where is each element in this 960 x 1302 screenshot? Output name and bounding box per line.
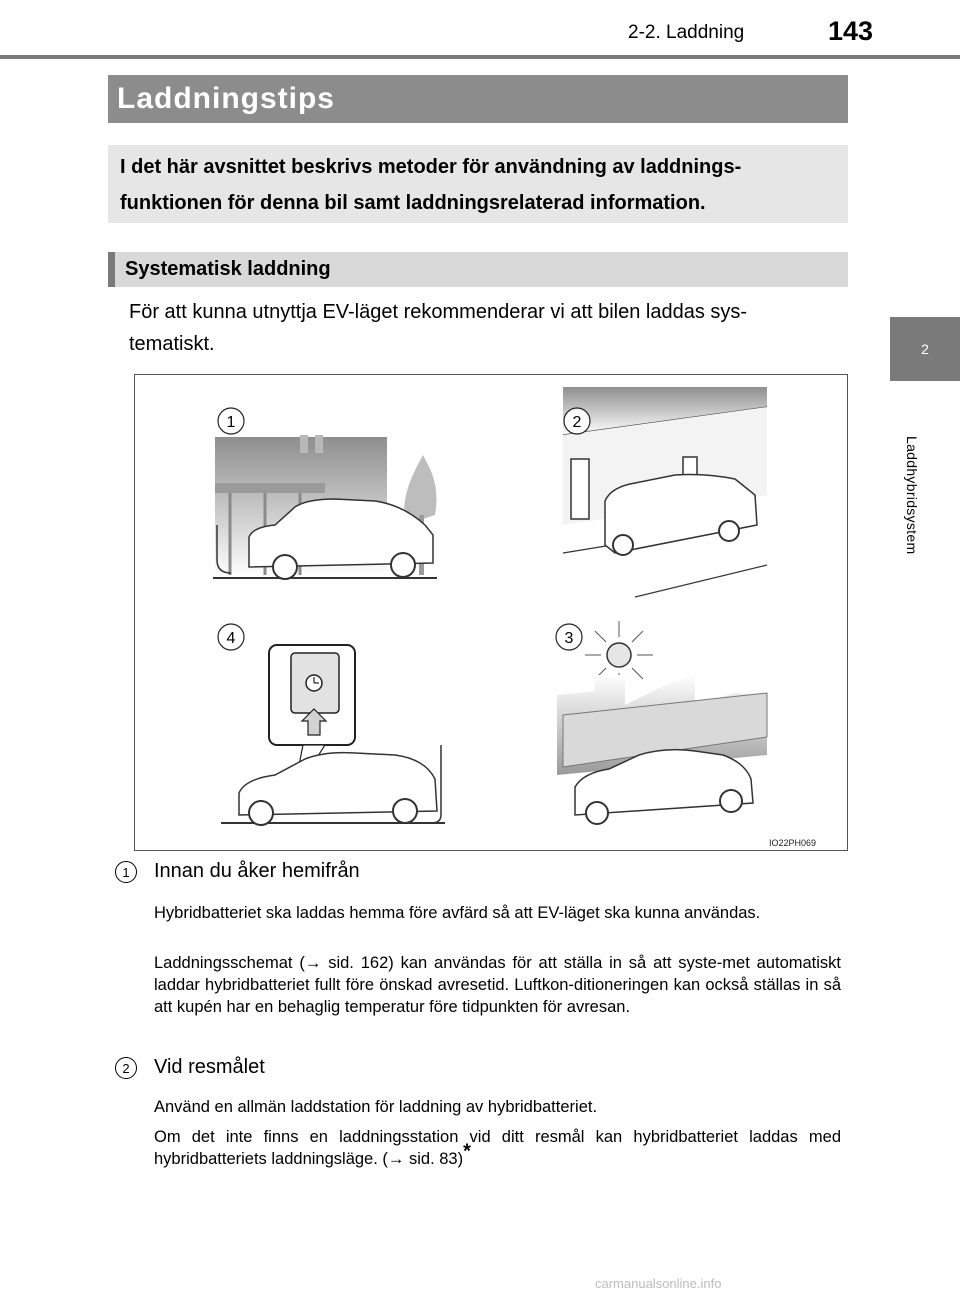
figure-code: IO22PH069 xyxy=(769,838,817,848)
marker-3 xyxy=(556,624,582,650)
illustration xyxy=(134,374,848,851)
header-divider xyxy=(0,55,960,59)
page-number: 143 xyxy=(828,16,874,46)
panel-sunny-parking xyxy=(557,621,767,824)
item-1-paragraph-2: Laddningsschemat (→ sid. 162) kan användas för att ställa in så att syste-met automatiskt laddar hybridbatteriet fullt före önskad avresetid. Luftkon-ditioneringen kan också ställas in så att kupén har en behaglig temperatur före tidpunkten för avresan. xyxy=(154,954,841,1016)
item-title-1: Innan du åker hemifrån xyxy=(154,860,360,882)
lead-paragraph: För att kunna utnyttja EV-läget rekommenderar vi att bilen laddas sys- tematiskt. xyxy=(129,301,748,355)
section-title: 2-2. Laddning xyxy=(628,22,745,43)
item-2-paragraph-1: Använd en allmän laddstation för laddning av hybridbatteriet. xyxy=(154,1098,598,1116)
footnote-mark: * xyxy=(463,1140,471,1163)
panel-charging-schedule xyxy=(221,645,445,825)
svg-text:3: 3 xyxy=(564,630,574,647)
item-number-1: 1 xyxy=(115,861,137,883)
marker-1 xyxy=(218,408,244,434)
svg-text:2: 2 xyxy=(572,414,582,431)
footer-watermark: carmanualsonline.info xyxy=(595,1276,722,1291)
marker-2 xyxy=(564,408,590,434)
item-2-paragraph-2: Om det inte finns en laddningsstation vid ditt resmål kan hybridbatteriet laddas med hybridbatteriets laddningsläge. (→ sid. 83)* xyxy=(154,1128,841,1168)
illustration-svg xyxy=(135,375,847,850)
svg-text:1: 1 xyxy=(226,414,236,431)
chapter-tab xyxy=(890,317,960,381)
page-title: Laddningstips xyxy=(108,75,848,123)
item-title-2: Vid resmålet xyxy=(154,1056,265,1078)
intro-line-1: I det här avsnittet beskrivs metoder för användning av laddnings- xyxy=(120,156,742,178)
item-1-paragraph-1: Hybridbatteriet ska laddas hemma före avfärd så att EV-läget ska kunna användas. xyxy=(154,904,761,922)
chapter-label: Laddhybridsystem xyxy=(904,435,920,555)
subheading: Systematisk laddning xyxy=(108,252,848,287)
panel-destination-charging xyxy=(563,387,767,597)
item-number-2: 2 xyxy=(115,1057,137,1079)
intro-box xyxy=(108,145,848,223)
marker-4 xyxy=(218,624,244,650)
panel-home-charging xyxy=(213,435,437,579)
chapter-number: 2 xyxy=(921,341,929,357)
intro-line-2: funktionen för denna bil samt laddningsrelaterad information. xyxy=(120,192,706,214)
svg-text:4: 4 xyxy=(226,630,236,647)
